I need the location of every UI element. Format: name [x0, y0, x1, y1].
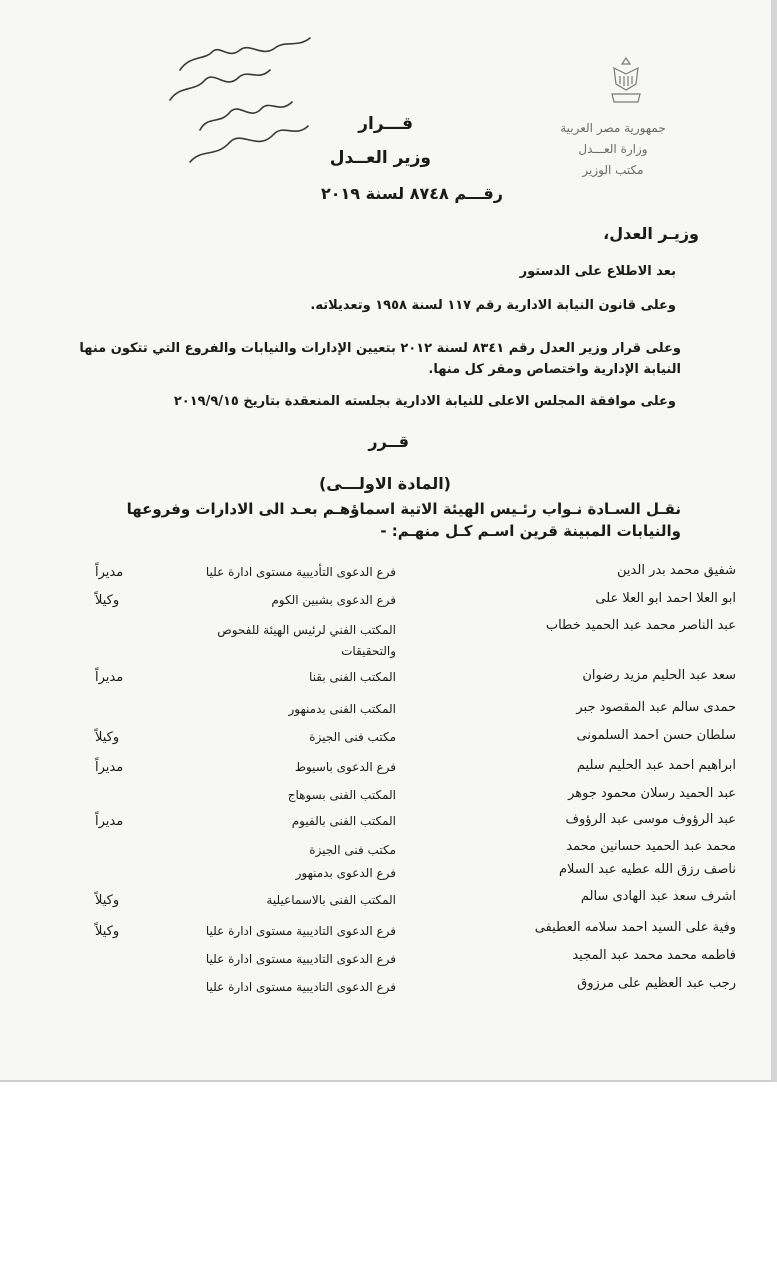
employee-name: رجب عبد العظيم على مرزوق [577, 976, 736, 991]
role: مديراً [95, 760, 124, 775]
role: وكيلاً [95, 593, 120, 608]
blank-area [0, 1082, 777, 1280]
employee-name: عبد الرؤوف موسى عبد الرؤوف [565, 812, 736, 827]
employee-name: فاطمه محمد محمد عبد المجيد [572, 948, 736, 963]
article-heading: (المادة الاولـــى) [318, 474, 451, 493]
addressee: وزيـر العدل، [603, 224, 699, 243]
eagle-emblem-icon [604, 54, 648, 108]
employee-name: شفيق محمد بدر الدين [617, 563, 736, 578]
destination: فرع الدعوى بشبين الكوم [271, 593, 396, 607]
recital: وعلى قانون النيابة الادارية رقم ١١٧ لسنة ١٩٥٨ وتعديلاته. [310, 298, 676, 313]
decree-issuer: وزير العــدل [329, 148, 431, 168]
destination: المكتب الفنى بسوهاج [287, 788, 396, 802]
employee-name: ناصف رزق الله عطيه عبد السلام [558, 862, 736, 877]
employee-name: حمدى سالم عبد المقصود جبر [576, 700, 736, 715]
decree-number: رقـــم ٨٧٤٨ لسنة ٢٠١٩ [320, 184, 503, 203]
role: وكيلاً [95, 730, 120, 745]
employee-name: محمد عبد الحميد حسانين محمد [566, 839, 736, 854]
article-text: نقـل السـادة نـواب رئـيس الهيئة الاتية اسماؤهـم بعـد الى الادارات وفروعها والنيابات المبينة قرين اسـم كـل منهـم: - [126, 500, 681, 540]
role: وكيلاً [95, 924, 120, 939]
destination: فرع الدعوى التأديبية مستوى ادارة عليا [205, 565, 396, 579]
destination: فرع الدعوى التاديبية مستوى ادارة عليا [205, 924, 396, 938]
destination: المكتب الفني لرئيس الهيئة للفحوص والتحقيقات [217, 623, 396, 658]
employee-name: اشرف سعد عبد الهادى سالم [580, 889, 736, 904]
employee-name: سلطان حسن احمد السلمونى [576, 728, 736, 743]
employee-name: ابو العلا احمد ابو العلا على [595, 591, 736, 606]
destination: المكتب الفنى بدمنهور [288, 702, 396, 716]
destination: مكتب فنى الجيزة [309, 730, 396, 744]
letterhead [548, 118, 678, 181]
employee-name: عبد الحميد رسلان محمود جوهر [568, 786, 736, 801]
decree-title: قـــرار [358, 114, 413, 134]
employee-name: وفية على السيد احمد سلامه العطيفى [534, 920, 736, 935]
employee-name: عبد الناصر محمد عبد الحميد خطاب [545, 618, 736, 633]
role: وكيلاً [95, 893, 120, 908]
destination: مكتب فنى الجيزة [309, 843, 396, 857]
letterhead-line: مكتب الوزير [582, 163, 644, 177]
destination: المكتب الفنى بالفيوم [291, 814, 396, 828]
handwritten-note [150, 30, 330, 170]
employee-name: سعد عبد الحليم مزيد رضوان [582, 668, 736, 683]
employee-name: ابراهيم احمد عبد الحليم سليم [576, 758, 736, 773]
destination: فرع الدعوى باسيوط [294, 760, 396, 774]
role: مديراً [95, 565, 124, 580]
destination: المكتب الفنى بقنا [309, 670, 396, 684]
recital: وعلى موافقة المجلس الاعلى للنيابة الادارية بجلسته المنعقدة بتاريخ ٢٠١٩/٩/١٥ [173, 394, 676, 409]
letterhead-line: جمهورية مصر العربية [560, 121, 666, 135]
destination: فرع الدعوى بدمنهور [295, 866, 396, 880]
destination: فرع الدعوى التاديبية مستوى ادارة عليا [205, 952, 396, 966]
letterhead-line: وزارة العـــدل [578, 142, 648, 156]
destination: المكتب الفنى بالاسماعيلية [266, 893, 396, 907]
recital: بعد الاطلاع على الدستور [519, 264, 676, 279]
role: مديراً [95, 670, 124, 685]
role: مديراً [95, 814, 124, 829]
destination: فرع الدعوى التاديبية مستوى ادارة عليا [205, 980, 396, 994]
recital: وعلى قرار وزير العدل رقم ٨٣٤١ لسنة ٢٠١٢ بتعيين الإدارات والنيابات والفروع التي تتكون منها النيابة الإدارية واختصاص ومقر كل منها. [79, 341, 681, 377]
decided-heading: قــرر [368, 432, 409, 451]
